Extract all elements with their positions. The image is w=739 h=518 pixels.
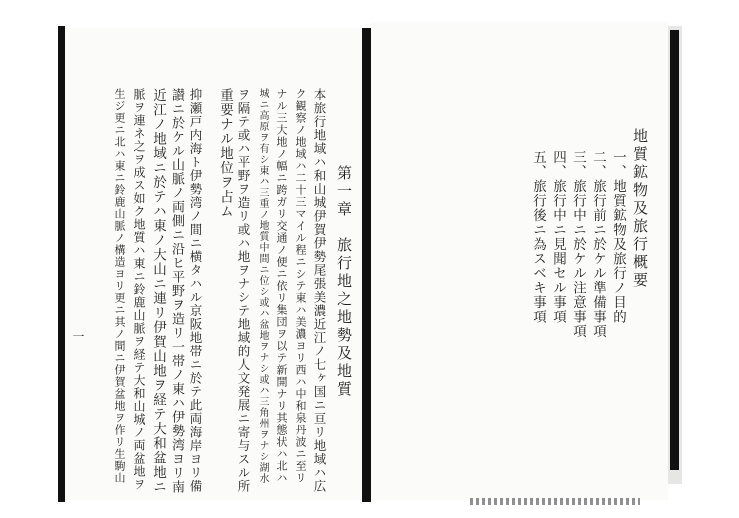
body-text-line: ヲ隔テ或ハ平野ヲ造リ或ハ地ヲナシテ地域的人文発展ニ寄与スル所 xyxy=(236,88,251,493)
body-text-line: 抑瀬戸内海ト伊勢湾ノ間ニ横タハル京阪地帯ニ於テ此両海岸ヨリ備 xyxy=(188,88,203,493)
body-text-line: 生ジ更ニ北ハ東ニ鈴鹿山脈ノ構造ヨリ更ニ其ノ間ニ伊賀盆地ヲ作リ生駒山 xyxy=(113,88,126,484)
toc-line: 二、旅行前ニ於ケル準備事項 xyxy=(590,150,606,339)
torn-page-edge xyxy=(470,498,640,505)
toc-line: 三、旅行中ニ於ケル注意事項 xyxy=(570,150,586,339)
body-text-line: 城ニ高原ヲ有シ東ハ三重ノ地質中間ニ位シ或ハ盆地ヲナシ或ハ三角州ヲナシ湖水 xyxy=(257,88,268,484)
body-text-line: ク観察ノ地域ハ二十三マイル程ニシテ東ハ美濃ヨリ西ハ中和泉丹波ニ至リ xyxy=(294,88,307,484)
toc-line: 四、旅行中ニ見聞セル事項 xyxy=(550,150,566,324)
body-text-line: 讃ニ於ケル山脈ノ両側ニ沿ヒ平野ヲ造リ一帯ノ東ハ伊勢湾ヨリ南 xyxy=(169,88,184,494)
body-text-line: 脈ヲ連ネ之ヲ成ス如ク地質ハ東ニ鈴鹿山脈ヲ経テ大和山城ノ両盆地ヲ xyxy=(132,88,146,491)
body-text-line: 本旅行地域ハ和山城伊賀伊勢尾張美濃近江ノ七ヶ国ニ亘リ地域ハ広 xyxy=(312,88,327,493)
binding-edge-right xyxy=(670,30,679,470)
toc-line: 一、地質鉱物及旅行ノ目的 xyxy=(610,150,626,324)
page-folio: 一 xyxy=(71,330,85,342)
binding-edge-left xyxy=(58,26,65,502)
body-text-line: 重要ナル地位ヲ占ム xyxy=(217,88,233,219)
body-text-line: 近江ノ地域ニ於テハ東ノ大山ニ連リ伊賀山地ヲ経テ大和盆地ニ xyxy=(150,88,166,494)
chapter-heading: 第一章 旅行地之地勢及地質 xyxy=(335,165,353,399)
book-gutter xyxy=(362,28,371,502)
toc-line: 五、旅行後ニ為スベキ事項 xyxy=(530,150,546,324)
right-page-title: 地質鉱物及旅行概要 xyxy=(631,128,649,290)
body-text-line: ナル三大地ノ幅ニ跨ガリ交通ノ便ニ依リ集団ヲ以テ新開ナリ其態状ハ北ハ xyxy=(275,88,288,484)
